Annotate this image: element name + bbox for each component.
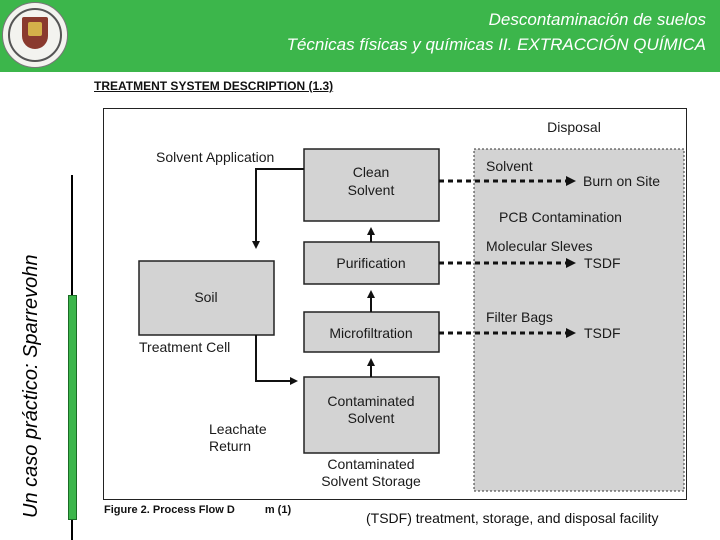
figure-title: TREATMENT SYSTEM DESCRIPTION (1.3): [94, 79, 334, 93]
university-crest-icon: [2, 2, 68, 68]
logo-shield: [22, 17, 48, 49]
disposal-label: Disposal: [547, 119, 601, 135]
burn-on-site-label: Burn on Site: [583, 173, 661, 189]
header-title-line2: [287, 35, 706, 55]
header-subtitle: Técnicas físicas y químicas II.: [286, 35, 518, 54]
leachate-return-arrow: [256, 335, 296, 381]
molecular-sieves-label: Molecular Sleves: [486, 238, 593, 254]
header-title-line1: Descontaminación de suelos: [488, 10, 706, 29]
microfiltration-label: Microfiltration: [329, 325, 413, 341]
pcb-contamination-label: PCB Contamination: [499, 209, 622, 225]
figure-caption-part2: m (1): [264, 504, 292, 516]
diagram-canvas: [104, 109, 688, 501]
header-bar: [0, 0, 720, 72]
soil-label: Soil: [194, 289, 218, 305]
header-topic: EXTRACCIÓN QUÍMICA: [517, 35, 706, 54]
contaminated-solvent-label-1: Contaminated: [327, 393, 415, 409]
filter-bags-label: Filter Bags: [486, 309, 553, 325]
tsdf-label-2: TSDF: [584, 325, 621, 341]
storage-label-1: Contaminated: [327, 456, 415, 472]
solvent-application-label: Solvent Application: [156, 149, 275, 165]
treatment-cell-label: Treatment Cell: [139, 339, 231, 355]
tsdf-footnote: (TSDF) treatment, storage, and disposal facility: [366, 510, 659, 526]
disposal-solvent-label: Solvent: [486, 158, 533, 174]
contaminated-solvent-label-2: Solvent: [347, 410, 395, 426]
clean-solvent-label-1: Clean: [352, 164, 390, 180]
figure-caption: [104, 504, 291, 516]
leachate-label-2: Return: [209, 438, 252, 454]
sidebar-accent-bar: [68, 295, 77, 520]
tsdf-label-1: TSDF: [584, 255, 621, 271]
process-flow-diagram: [103, 108, 687, 500]
sidebar-vertical-title: Un caso práctico: Sparrevohn: [20, 254, 42, 518]
figure-caption-part1: Figure 2. Process Flow D: [104, 504, 235, 516]
clean-solvent-label-2: Solvent: [347, 182, 395, 198]
storage-label-2: Solvent Storage: [321, 473, 421, 489]
solvent-application-arrow: [256, 169, 304, 247]
leachate-label-1: Leachate: [209, 421, 267, 437]
purification-label: Purification: [336, 255, 406, 271]
